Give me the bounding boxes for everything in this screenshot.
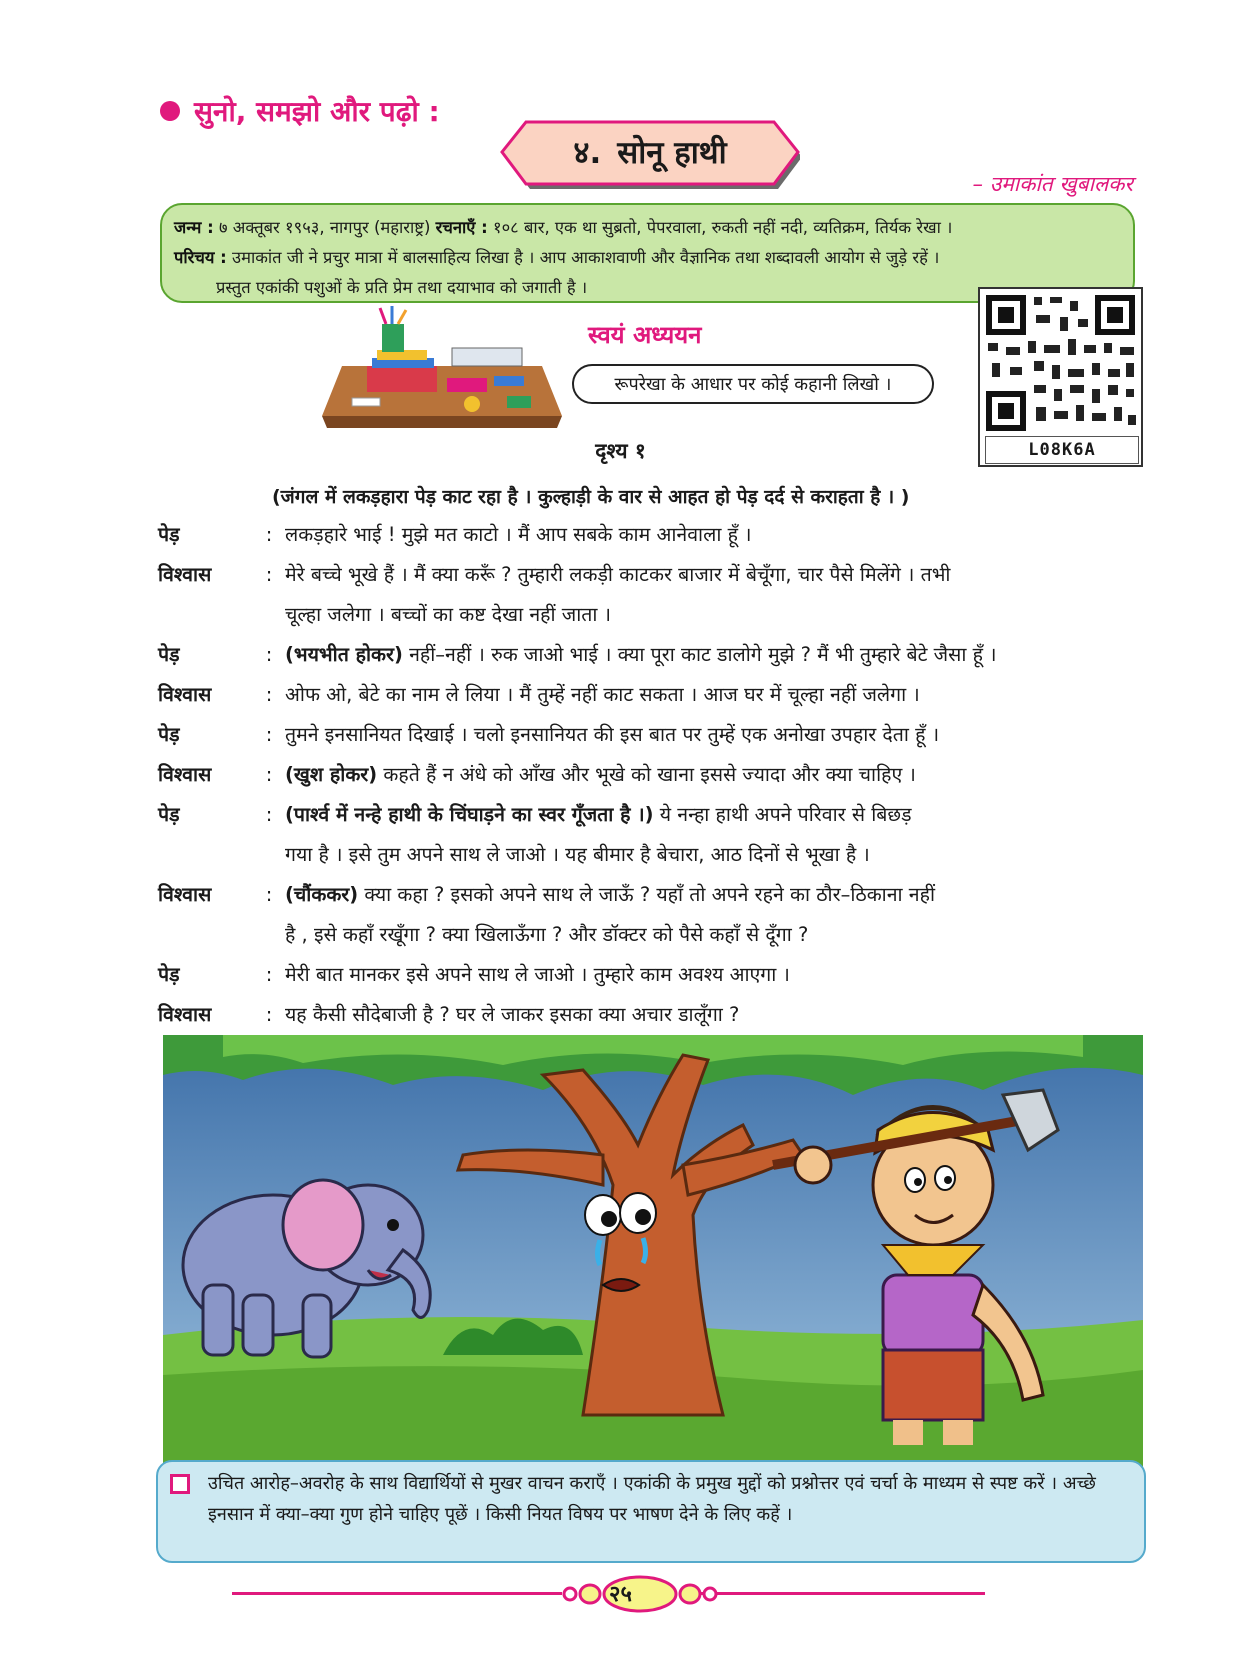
speech: यह कैसी सौदेबाजी है ? घर ले जाकर इसका क्या अचार डालूँगा ? — [285, 1003, 740, 1026]
speaker: पेड़ — [158, 523, 180, 546]
section-heading — [160, 92, 440, 130]
dialogue-line: पेड़ : मेरी बात मानकर इसे अपने साथ ले जाओ । तुम्हारे काम अवश्य आएगा । — [158, 955, 1148, 995]
dialogue-line: पेड़ : (भयभीत होकर) नहीं–नहीं । रुक जाओ भाई । क्या पूरा काट डालोगे मुझे ? मैं भी तुम्हारे बेटे जैसा हूँ । — [158, 635, 1148, 675]
speaker: विश्वास — [158, 763, 212, 786]
speech-direction: (भयभीत होकर) — [285, 643, 403, 666]
speech: कहते हैं न अंधे को आँख और भूखे को खाना इससे ज्यादा और क्या चाहिए । — [377, 763, 916, 786]
self-study-title: स्वयं अध्ययन — [588, 321, 702, 349]
qr-code-label: L08K6A — [985, 436, 1139, 464]
author-name: – उमाकांत खुबालकर — [972, 172, 1133, 196]
teacher-note: उचित आरोह–अवरोह के साथ विद्यार्थियों से मुखर वाचन कराएँ । एकांकी के प्रमुख मुद्दों को प्रश्नोत्तर एवं चर्चा के माध्यम से स्पष्ट करें । अच्छे इनसान में क्या–क्या गुण होने चाहिए पूछें । किसी नियत विषय पर भाषण देने के लिए कहें । — [156, 1460, 1146, 1563]
speaker: पेड़ — [158, 723, 180, 746]
checkbox-square-icon — [170, 1474, 190, 1494]
dialogue-line: पेड़ : तुमने इनसानियत दिखाई । चलो इनसानियत की इस बात पर तुम्हें एक अनोखा उपहार देता हूँ । — [158, 715, 1148, 755]
speech-direction: (चौंककर) — [285, 883, 359, 906]
speech: क्या कहा ? इसको अपने साथ ले जाऊँ ? यहाँ तो अपने रहने का ठौर–ठिकाना नहीं — [358, 883, 936, 906]
speech: लकड़हारे भाई ! मुझे मत काटो । मैं आप सबके काम आनेवाला हूँ । — [285, 523, 752, 546]
speech: ये नन्हा हाथी अपने परिवार से बिछड़ — [653, 803, 912, 826]
speech: ओफ ओ, बेटे का नाम ले लिया । मैं तुम्हें नहीं काट सकता । आज घर में चूल्हा नहीं जलेगा । — [285, 683, 920, 706]
dialogue-line: विश्वास : मेरे बच्चे भूखे हैं । मैं क्या करूँ ? तुम्हारी लकड़ी काटकर बाजार में बेचूँगा, चार पैसे मिलेंगे । तभी चूल्हा जलेगा । बच्चों का कष्ट देखा नहीं जाता । — [158, 555, 1148, 635]
speech: नहीं–नहीं । रुक जाओ भाई । क्या पूरा काट डालोगे मुझे ? मैं भी तुम्हारे बेटे जैसा हूँ । — [402, 643, 997, 666]
speaker: विश्वास — [158, 1003, 212, 1026]
story-illustration — [163, 1035, 1143, 1467]
intro-label: परिचय : — [174, 248, 227, 267]
speech-direction: (खुश होकर) — [285, 763, 378, 786]
speaker: विश्वास — [158, 883, 212, 906]
dialogue-line: विश्वास : ओफ ओ, बेटे का नाम ले लिया । मैं तुम्हें नहीं काट सकता । आज घर में चूल्हा नहीं जलेगा । — [158, 675, 1148, 715]
speech: मेरे बच्चे भूखे हैं । मैं क्या करूँ ? तुम्हारी लकड़ी काटकर बाजार में बेचूँगा, चार पैसे मिलेंगे । तभी — [285, 563, 951, 586]
dialogue-line: पेड़ : लकड़हारे भाई ! मुझे मत काटो । मैं आप सबके काम आनेवाला हूँ । — [158, 515, 1148, 555]
speaker: पेड़ — [158, 643, 180, 666]
dialogue-line: विश्वास : (खुश होकर) कहते हैं न अंधे को आँख और भूखे को खाना इससे ज्यादा और क्या चाहिए । — [158, 755, 1148, 795]
speaker: पेड़ — [158, 803, 180, 826]
speech-continuation: चूल्हा जलेगा । बच्चों का कष्ट देखा नहीं जाता । — [285, 603, 612, 626]
section-heading-text: सुनो, समझो और पढ़ो : — [194, 95, 440, 128]
speech: मेरी बात मानकर इसे अपने साथ ले जाओ । तुम्हारे काम अवश्य आएगा । — [285, 963, 790, 986]
works-label: रचनाएँ : — [435, 218, 488, 237]
qr-pattern — [980, 289, 1141, 437]
speech-direction: (पार्श्व में नन्हे हाथी के चिंघाड़ने का स्वर गूँजता है ।) — [285, 803, 654, 826]
speaker: विश्वास — [158, 683, 212, 706]
lesson-title-box — [500, 118, 800, 186]
speech-continuation: है , इसे कहाँ रखूँगा ? क्या खिलाऊँगा ? और डॉक्टर को पैसे कहाँ से दूँगा ? — [285, 923, 809, 946]
lesson-title: सोनू हाथी — [617, 135, 727, 171]
intro-text: उमाकांत जी ने प्रचुर मात्रा में बालसाहित्य लिखा है । आप आकाशवाणी और वैज्ञानिक तथा शब्दावली आयोग से जुड़े रहें । — [232, 248, 940, 267]
speaker: पेड़ — [158, 963, 180, 986]
works-text: १०८ बार, एक था सुब्रतो, पेपरवाला, रुकती नहीं नदी, व्यतिक्रम, तिर्यक रेखा । — [493, 218, 953, 237]
intro-text-2: प्रस्तुत एकांकी पशुओं के प्रति प्रेम तथा दयाभाव को जगाती है । — [216, 278, 588, 297]
stationery-desk-illustration — [322, 306, 562, 446]
dialogue-line: विश्वास : यह कैसी सौदेबाजी है ? घर ले जाकर इसका क्या अचार डालूँगा ? — [158, 995, 1148, 1035]
self-study-task: रूपरेखा के आधार पर कोई कहानी लिखो । — [572, 364, 934, 404]
speaker: विश्वास — [158, 563, 212, 586]
page-number: २५ — [609, 1582, 632, 1607]
speech-continuation: गया है । इसे तुम अपने साथ ले जाओ । यह बीमार है बेचारा, आठ दिनों से भूखा है । — [285, 843, 870, 866]
birth-label: जन्म : — [174, 218, 214, 237]
scene-title: दृश्य १ — [595, 439, 646, 463]
lesson-number: ४. — [573, 135, 602, 171]
dialogue-line: पेड़ : (पार्श्व में नन्हे हाथी के चिंघाड़ने का स्वर गूँजता है ।) ये नन्हा हाथी अपने परिवार से बिछड़ गया है । इसे तुम अपने साथ ले जाओ । यह बीमार है बेचारा, आठ दिनों से भूखा है । — [158, 795, 1148, 875]
dialogue — [158, 515, 1148, 1035]
stage-direction: (जंगल में लकड़हारा पेड़ काट रहा है । कुल्हाड़ी के वार से आहत हो पेड़ दर्द से कराहता है । ) — [272, 486, 910, 508]
speech: तुमने इनसानियत दिखाई । चलो इनसानियत की इस बात पर तुम्हें एक अनोखा उपहार देता हूँ । — [285, 723, 940, 746]
bullet-icon — [160, 101, 180, 121]
dialogue-line: विश्वास : (चौंककर) क्या कहा ? इसको अपने साथ ले जाऊँ ? यहाँ तो अपने रहने का ठौर–ठिकाना नहीं है , इसे कहाँ रखूँगा ? क्या खिलाऊँगा ? और डॉक्टर को पैसे कहाँ से दूँगा ? — [158, 875, 1148, 955]
birth-text: ७ अक्तूबर १९५३, नागपुर (महाराष्ट्र) — [218, 218, 431, 237]
